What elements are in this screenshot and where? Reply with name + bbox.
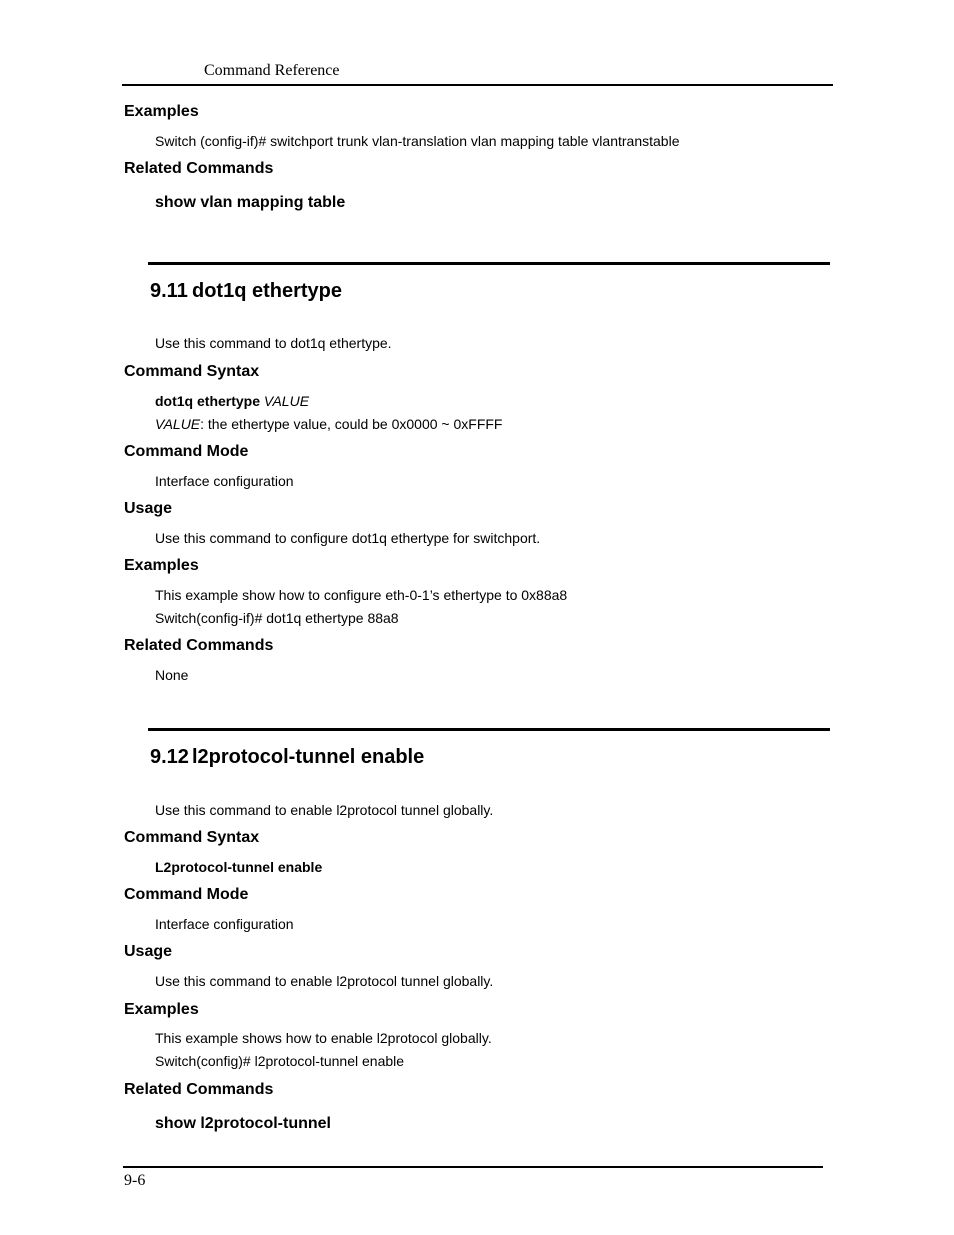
section-title-9-11 bbox=[150, 280, 342, 303]
section-number: 9.11 bbox=[150, 280, 188, 302]
syntax-parameter: VALUE bbox=[263, 393, 310, 409]
example-line: Switch (config-if)# switchport trunk vlan-translation vlan mapping table vlantranstable bbox=[155, 133, 680, 149]
syntax-line bbox=[155, 393, 309, 409]
command-syntax-heading: Command Syntax bbox=[124, 363, 260, 380]
command-mode-heading: Command Mode bbox=[124, 443, 249, 460]
parameter-description bbox=[155, 416, 502, 432]
header-rule bbox=[122, 84, 833, 86]
section-rule-9-12 bbox=[148, 728, 830, 731]
example-line: Switch(config-if)# dot1q ethertype 88a8 bbox=[155, 610, 399, 626]
section-title-text: l2protocol-tunnel enable bbox=[192, 746, 425, 768]
command-mode-text: Interface configuration bbox=[155, 473, 294, 489]
command-mode-heading: Command Mode bbox=[124, 886, 249, 903]
syntax-command: L2protocol-tunnel enable bbox=[155, 859, 323, 875]
related-commands-heading: Related Commands bbox=[124, 160, 274, 177]
section-number: 9.12 bbox=[150, 746, 189, 768]
section-intro: Use this command to dot1q ethertype. bbox=[155, 335, 392, 351]
usage-heading: Usage bbox=[124, 500, 173, 517]
related-commands-heading: Related Commands bbox=[124, 637, 274, 654]
usage-heading: Usage bbox=[124, 943, 173, 960]
example-line: This example show how to configure eth-0-1’s ethertype to 0x88a8 bbox=[155, 587, 568, 603]
command-syntax-heading: Command Syntax bbox=[124, 829, 260, 846]
command-mode-text: Interface configuration bbox=[155, 916, 294, 932]
examples-heading: Examples bbox=[124, 557, 199, 574]
example-line: This example shows how to enable l2protocol globally. bbox=[155, 1030, 492, 1046]
section-title-text: dot1q ethertype bbox=[192, 280, 343, 302]
examples-heading: Examples bbox=[124, 103, 199, 120]
section-title-9-12 bbox=[150, 746, 424, 769]
section-rule-9-11 bbox=[148, 262, 830, 265]
examples-heading: Examples bbox=[124, 1001, 199, 1018]
syntax-command: dot1q ethertype bbox=[155, 393, 261, 409]
related-commands-heading: Related Commands bbox=[124, 1081, 274, 1098]
page-number: 9-6 bbox=[124, 1172, 146, 1189]
running-header: Command Reference bbox=[204, 62, 340, 79]
related-command: show l2protocol-tunnel bbox=[155, 1115, 331, 1132]
usage-text: Use this command to enable l2protocol tunnel globally. bbox=[155, 973, 494, 989]
usage-text: Use this command to configure dot1q ethertype for switchport. bbox=[155, 530, 541, 546]
section-intro: Use this command to enable l2protocol tunnel globally. bbox=[155, 802, 494, 818]
footer-rule bbox=[123, 1166, 823, 1168]
example-line: Switch(config)# l2protocol-tunnel enable bbox=[155, 1053, 405, 1069]
related-command: show vlan mapping table bbox=[155, 194, 346, 211]
parameter-name: VALUE bbox=[155, 416, 201, 432]
parameter-text: : the ethertype value, could be 0x0000 ~ 0xFFFF bbox=[200, 416, 503, 432]
related-commands-text: None bbox=[155, 667, 189, 683]
